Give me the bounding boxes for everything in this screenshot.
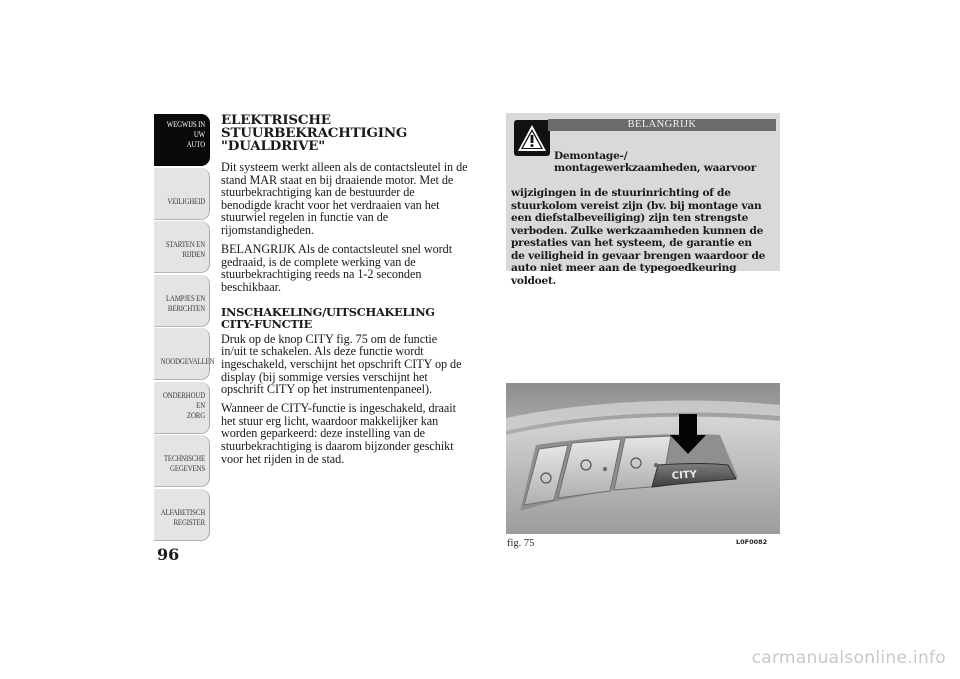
warning-text-first-lines: Demontage-/ montagewerkzaamheden, waarvoor <box>554 149 757 174</box>
tab-veiligheid[interactable] <box>154 168 210 220</box>
figure-caption: fig. 75 <box>507 538 535 549</box>
tab-wegwijs-in-uw-auto[interactable] <box>154 114 210 166</box>
dashboard-illustration <box>506 383 780 534</box>
page-number: 96 <box>157 545 180 564</box>
tab-label: STARTEN EN RIJDEN <box>165 240 205 259</box>
paragraph-intro: Dit systeem werkt alleen als de contactsleutel in de stand MAR staat en bij draaiende motor. Met de stuurbekrachtiging kan de bestuurder de benodigde kracht voor het verdraaien van het stuurwiel regelen in functie van de rijomstandigheden. <box>221 160 468 237</box>
warning-heading: BELANGRIJK <box>548 119 776 131</box>
tab-technische-gegevens[interactable] <box>154 435 210 487</box>
figure-city-button <box>506 383 780 534</box>
paragraph-important-note: BELANGRIJK Als de contactsleutel snel wordt gedraaid, is de complete werking van de stuurbekrachtiging reeds na 1-2 seconden beschikbaar. <box>221 242 453 294</box>
chapter-tabs <box>154 114 215 542</box>
city-button-label: CITY <box>671 469 698 482</box>
tab-label: NOODGEVALLEN <box>160 357 215 366</box>
tab-label: ONDERHOUD EN ZORG <box>162 390 205 420</box>
tab-alfabetisch-register[interactable] <box>154 489 210 541</box>
tab-label: WEGWIJS IN UW AUTO <box>166 120 205 149</box>
watermark-text: carmanualsonline.info <box>751 648 946 668</box>
tab-label: LAMPJES EN BERICHTEN <box>165 293 205 313</box>
warning-box <box>506 113 780 287</box>
tab-label: VEILIGHEID <box>167 196 205 206</box>
tab-noodgevallen[interactable] <box>154 328 215 380</box>
subsection-title: INSCHAKELING/UITSCHAKELING CITY-FUNCTIE <box>221 304 435 332</box>
tab-label: TECHNISCHE GEGEVENS <box>163 454 205 473</box>
paragraph-city-button: Druk op de knop CITY fig. 75 om de functie in/uit te schakelen. Als deze functie wordt ingeschakeld, verschijnt het opschrift CITY op de display (bij sommige versies verschijnt het opschrift CITY op het instrumentenpaneel). <box>221 331 462 397</box>
tab-starten-en-rijden[interactable] <box>154 221 210 273</box>
paragraph-city-function: Wanneer de CITY-functie is ingeschakeld, draait het stuur erg licht, waardoor makkelijker kan worden geparkeerd: deze instelling van de stuurbekrachtiging is daarom bijzonder geschikt voor het rijden in de stad. <box>221 401 456 466</box>
main-text-column <box>221 114 493 472</box>
warning-text <box>511 137 779 287</box>
section-title: ELEKTRISCHE STUURBEKRACHTIGING "DUALDRIVE" <box>221 112 408 154</box>
tab-lampjes-en-berichten[interactable] <box>154 275 210 327</box>
tab-label: ALFABETISCH REGISTER <box>160 507 205 527</box>
tab-onderhoud-en-zorg[interactable] <box>154 382 210 434</box>
warning-text-body: wijzigingen in de stuurinrichting of de stuurkolom vereist zijn (bv. bij montage van een diefstalbeveiliging) zijn ten strengste verboden. Zulke werkzaamheden kunnen de prestaties van het systeem, de garantie en de veiligheid in gevaar brengen waardoor de auto niet meer aan de typegoedkeuring voldoet. <box>511 187 766 287</box>
figure-code: L0F0082 <box>736 538 768 546</box>
